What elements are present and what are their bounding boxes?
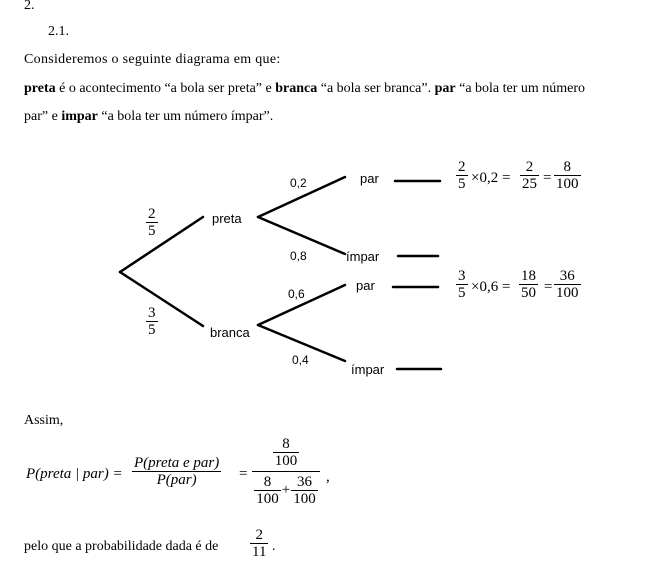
calc2-fraction-18-50 <box>519 268 538 301</box>
subsection-number: 2.1. <box>48 24 69 39</box>
trailing-comma: , <box>326 469 330 485</box>
term-impar: impar <box>61 109 98 124</box>
prob-par-given-branca: 0,6 <box>288 287 305 301</box>
term-preta: preta <box>24 81 56 96</box>
fraction-numerator: 2 <box>458 159 466 175</box>
calc1-fraction-2-5 <box>456 159 468 192</box>
final-period: . <box>272 539 276 554</box>
plus-sign: + <box>281 482 291 498</box>
fraction-numerator: 3 <box>148 305 156 321</box>
calc1-times: ×0,2 = <box>471 170 511 186</box>
fraction-numerator: 36 <box>296 474 312 490</box>
prob-par-given-preta: 0,2 <box>290 176 307 190</box>
fraction-numerator: 8 <box>282 436 290 452</box>
calc2-fraction-3-5 <box>456 268 468 301</box>
equals-sign: = <box>239 466 248 482</box>
bayes-fraction <box>132 455 221 488</box>
fraction-denominator: 100 <box>556 285 579 301</box>
fraction-denominator: P(par) <box>156 472 197 488</box>
calc1-fraction-8-100 <box>554 159 581 192</box>
final-text: pelo que a probabilidade dada é de <box>24 539 219 554</box>
fraction-denominator: 100 <box>293 491 316 507</box>
fraction-denominator: 11 <box>252 544 267 560</box>
bottom-fraction-36-100 <box>291 474 318 507</box>
calc2-times: ×0,6 = <box>471 279 511 295</box>
leaf-par-1: par <box>360 171 379 186</box>
intro-text: par” e <box>24 109 62 124</box>
bottom-fraction-8-100 <box>254 474 281 507</box>
fraction-numerator: 8 <box>563 159 571 175</box>
fraction-numerator: 2 <box>525 159 534 175</box>
main-fraction-bar <box>252 471 320 472</box>
fraction-denominator: 100 <box>274 453 298 469</box>
branch-root-preta <box>120 217 203 272</box>
final-fraction-2-11 <box>250 527 268 560</box>
compound-fraction <box>252 436 320 507</box>
node-branca: branca <box>210 325 250 340</box>
fraction-numerator: 3 <box>458 268 466 284</box>
node-preta: preta <box>212 211 242 226</box>
intro-line-1: Consideremos o seguinte diagrama em que: <box>24 52 281 67</box>
fraction-numerator: 2 <box>255 527 263 543</box>
fraction-denominator: 5 <box>148 223 156 239</box>
branch-root-branca <box>120 272 203 326</box>
fraction-numerator: 2 <box>148 206 156 222</box>
intro-text: “a bola ser branca”. <box>317 81 435 96</box>
fraction-p-branca <box>146 305 158 338</box>
prob-impar-given-preta: 0,8 <box>290 249 307 263</box>
top-fraction-8-100 <box>273 436 300 469</box>
fraction-denominator: 100 <box>256 491 279 507</box>
fraction-p-preta <box>146 206 158 239</box>
fraction-denominator: 5 <box>148 322 156 338</box>
intro-text: “a bola ter um número <box>455 81 586 96</box>
term-par: par <box>434 81 456 96</box>
calc1-fraction-2-25 <box>520 159 539 192</box>
leaf-impar-2: ímpar <box>351 362 385 377</box>
term-branca: branca <box>275 81 318 96</box>
calc2-equals: = <box>544 279 553 295</box>
fraction-denominator: 5 <box>458 176 466 192</box>
intro-text: “a bola ter um número ímpar”. <box>97 109 274 124</box>
fraction-denominator: 25 <box>522 176 537 192</box>
calc2-fraction-36-100 <box>554 268 581 301</box>
intro-text: é o acontecimento “a bola ser preta” e <box>55 81 276 96</box>
assim-text: Assim, <box>24 413 64 428</box>
leaf-par-2: par <box>356 278 375 293</box>
fraction-denominator: 100 <box>556 176 579 192</box>
fraction-numerator: 36 <box>559 268 575 284</box>
prob-impar-given-branca: 0,4 <box>292 353 309 367</box>
fraction-numerator: 18 <box>521 268 536 284</box>
section-number: 2. <box>24 0 35 13</box>
fraction-denominator: 50 <box>521 285 536 301</box>
fraction-numerator: P(preta e par) <box>134 455 220 471</box>
leaf-impar-1: ímpar <box>346 249 380 264</box>
conditional-prob-lhs: P(preta | par) = <box>26 466 123 482</box>
calc1-equals: = <box>543 170 552 186</box>
fraction-denominator: 5 <box>458 285 466 301</box>
fraction-numerator: 8 <box>263 474 272 490</box>
